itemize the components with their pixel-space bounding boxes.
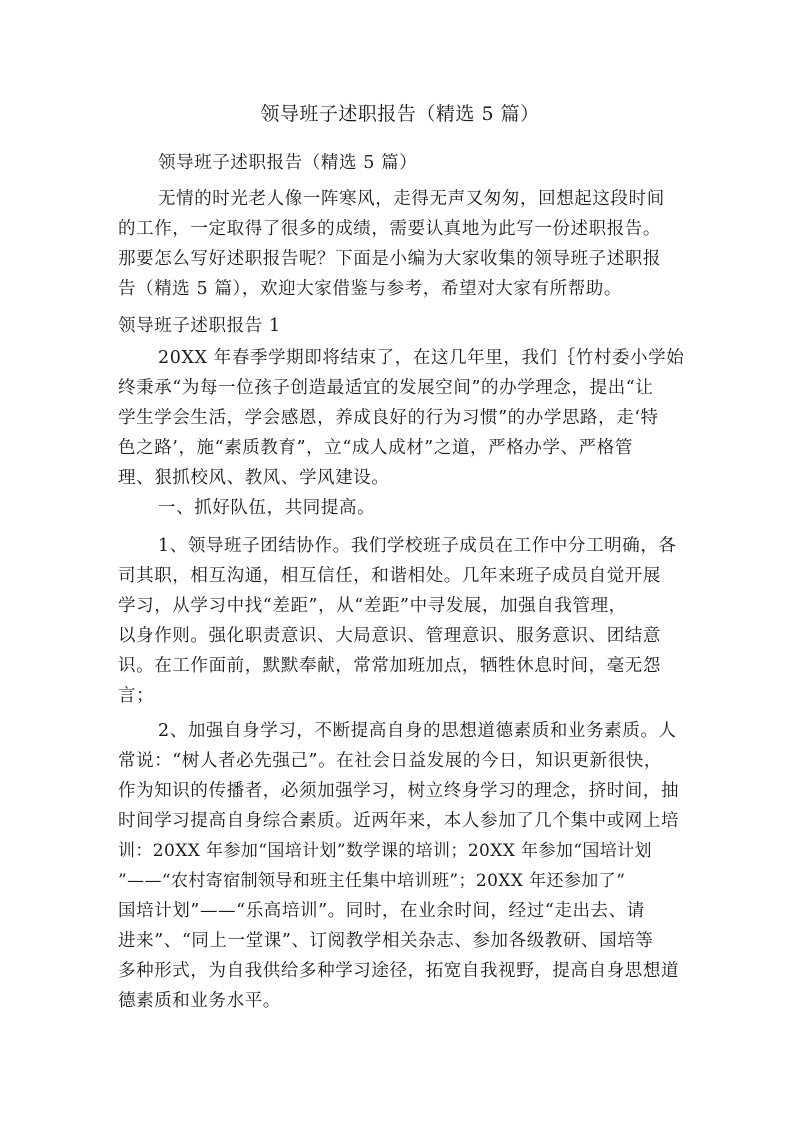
intro-line: 的工作，一定取得了很多的成绩，需要认真地为此写一份述职报告。 — [118, 219, 661, 239]
intro-line: 无情的时光老人像一阵寒风，走得无声又匆匆，回想起这段时间 — [158, 189, 665, 209]
paragraph-line: 学习，从学习中找“差距”，从“差距”中寻发展，加强自我管理， — [118, 596, 627, 616]
paragraph-line: 言； — [118, 686, 155, 706]
paragraph-line: ”——“农村寄宿制领导和班主任集中培训班”；20XX 年还参加了“ — [118, 871, 626, 891]
paragraph-line: 理、狠抓校风、教风、学风建设。 — [118, 468, 390, 488]
document-subtitle: 领导班子述职报告（精选 5 篇） — [158, 153, 418, 173]
intro-line: 告（精选 5 篇），欢迎大家借鉴与参考，希望对大家有所帮助。 — [118, 279, 623, 299]
paragraph-line: 识。在工作面前，默默奉献，常常加班加点，牺牲休息时间，毫无怨 — [118, 656, 661, 676]
paragraph-2 — [118, 531, 688, 711]
paragraph-line: 时间学习提高自身综合素质。近两年来，本人参加了几个集中或网上培 — [118, 811, 680, 831]
document-subtitle-block — [118, 148, 688, 178]
paragraph-line: 色之路’，施“素质教育”，立“成人成材”之道，严格办学、严格管 — [118, 438, 633, 458]
section-heading-block — [118, 311, 688, 341]
paragraph-line: 学生学会生活，学会感恩，养成良好的行为习惯”的办学思路，走‘特 — [118, 408, 659, 428]
paragraph-line: 终秉承“为每一位孩子创造最适宜的发展空间”的办学理念，提出“让 — [118, 378, 654, 398]
paragraph-line: 常说：“树人者必先强己”。在社会日益发展的今日，知识更新很快， — [118, 751, 662, 771]
paragraph-line: 训：20XX 年参加“国培计划”数学课的培训；20XX 年参加“国培计划 — [118, 841, 652, 861]
paragraph-line: 进来”、“同上一堂课”、订阅教学相关杂志、参加各级教研、国培等 — [118, 931, 654, 951]
paragraph-line: 司其职，相互沟通，相互信任，和谐相处。几年来班子成员自觉开展 — [118, 566, 661, 586]
heading-1-block — [118, 493, 688, 523]
paragraph-1 — [118, 343, 688, 493]
paragraph-line: 作为知识的传播者，必须加强学习，树立终身学习的理念，挤时间，抽 — [118, 781, 680, 801]
paragraph-line: 国培计划”——“乐高培训”。同时，在业余时间，经过“走出去、请 — [118, 901, 645, 921]
paragraph-line: 多种形式，为自我供给多种学习途径，拓宽自我视野，提高自身思想道 — [118, 961, 680, 981]
paragraph-line: 以身作则。强化职责意识、大局意识、管理意识、服务意识、团结意 — [118, 626, 661, 646]
paragraph-line: 20XX 年春季学期即将结束了，在这几年里，我们｛竹村委小学始 — [158, 348, 685, 368]
intro-paragraph — [118, 184, 688, 304]
section-heading: 领导班子述职报告 1 — [118, 316, 281, 336]
heading-1: 一、抓好队伍，共同提高。 — [158, 498, 376, 518]
intro-line: 那要怎么写好述职报告呢？下面是小编为大家收集的领导班子述职报 — [118, 249, 661, 269]
paragraph-line: 1、领导班子团结协作。我们学校班子成员在工作中分工明确，各 — [158, 536, 677, 556]
paragraph-3 — [118, 716, 688, 1016]
paragraph-line: 德素质和业务水平。 — [118, 991, 281, 1011]
paragraph-line: 2、加强自身学习，不断提高自身的思想道德素质和业务素质。人 — [158, 721, 677, 741]
document-title: 领导班子述职报告（精选 5 篇） — [260, 103, 540, 125]
